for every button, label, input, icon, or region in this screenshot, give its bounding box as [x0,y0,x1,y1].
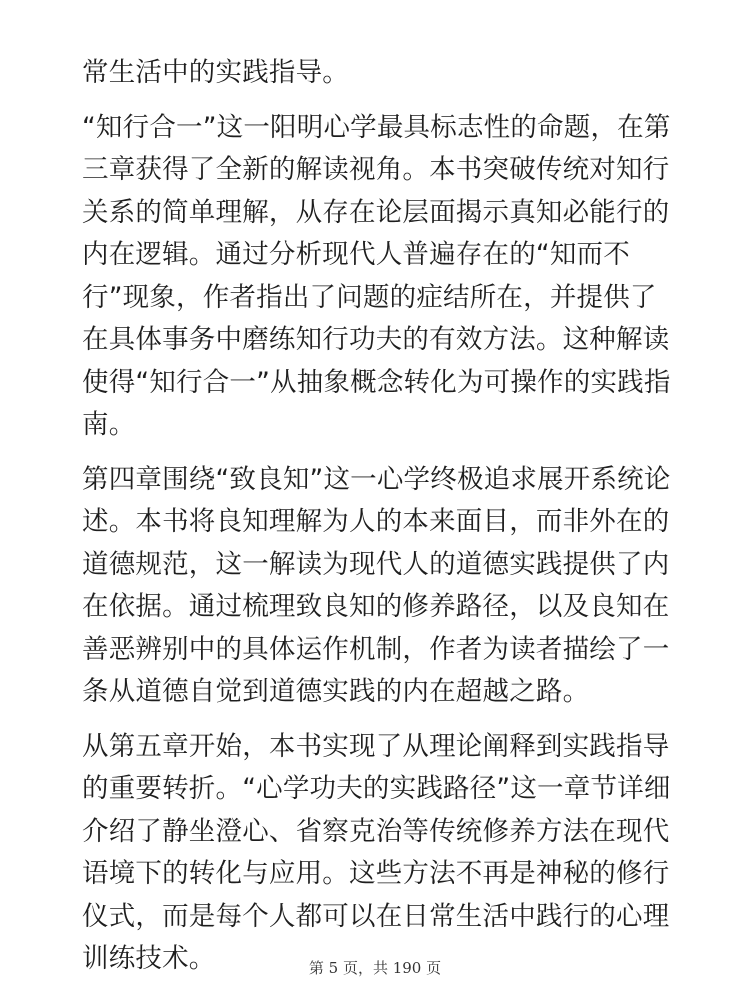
paragraph-continuation: 常生活中的实践指导。 [82,57,349,88]
paragraph-chapter-five: 从第五章开始，本书实现了从理论阐释到实践指导的重要转折。“心学功夫的实践路径”这一章节详细介绍了静坐澄心、省察克治等传统修养方法在现代语境下的转化与应用。这些方法不再是神秘的修行仪式，而是每个人都可以在日常生活中践行的心理训练技术。 [82,730,671,974]
paragraph-chapter-four: 第四章围绕“致良知”这一心学终极追求展开系统论述。本书将良知理解为人的本来面目，而非外在的道德规范，这一解读为现代人的道德实践提供了内在依据。通过梳理致良知的修养路径，以及良知在善恶辨别中的具体运作机制，作者为读者描绘了一条从道德自觉到道德实践的内在超越之路。 [82,463,671,707]
paragraph-chapter-three: “知行合一”这一阳明心学最具标志性的命题，在第三章获得了全新的解读视角。本书突破传统对知行关系的简单理解，从存在论层面揭示真知必能行的内在逻辑。通过分析现代人普遍存在的“知而不行”现象，作者指出了问题的症结所在，并提供了在具体事务中磨练知行功夫的有效方法。这种解读使得“知行合一”从抽象概念转化为可操作的实践指南。 [82,111,671,440]
page-number-footer: 第 5 页，共 190 页 [308,959,442,977]
document-body [82,52,672,993]
